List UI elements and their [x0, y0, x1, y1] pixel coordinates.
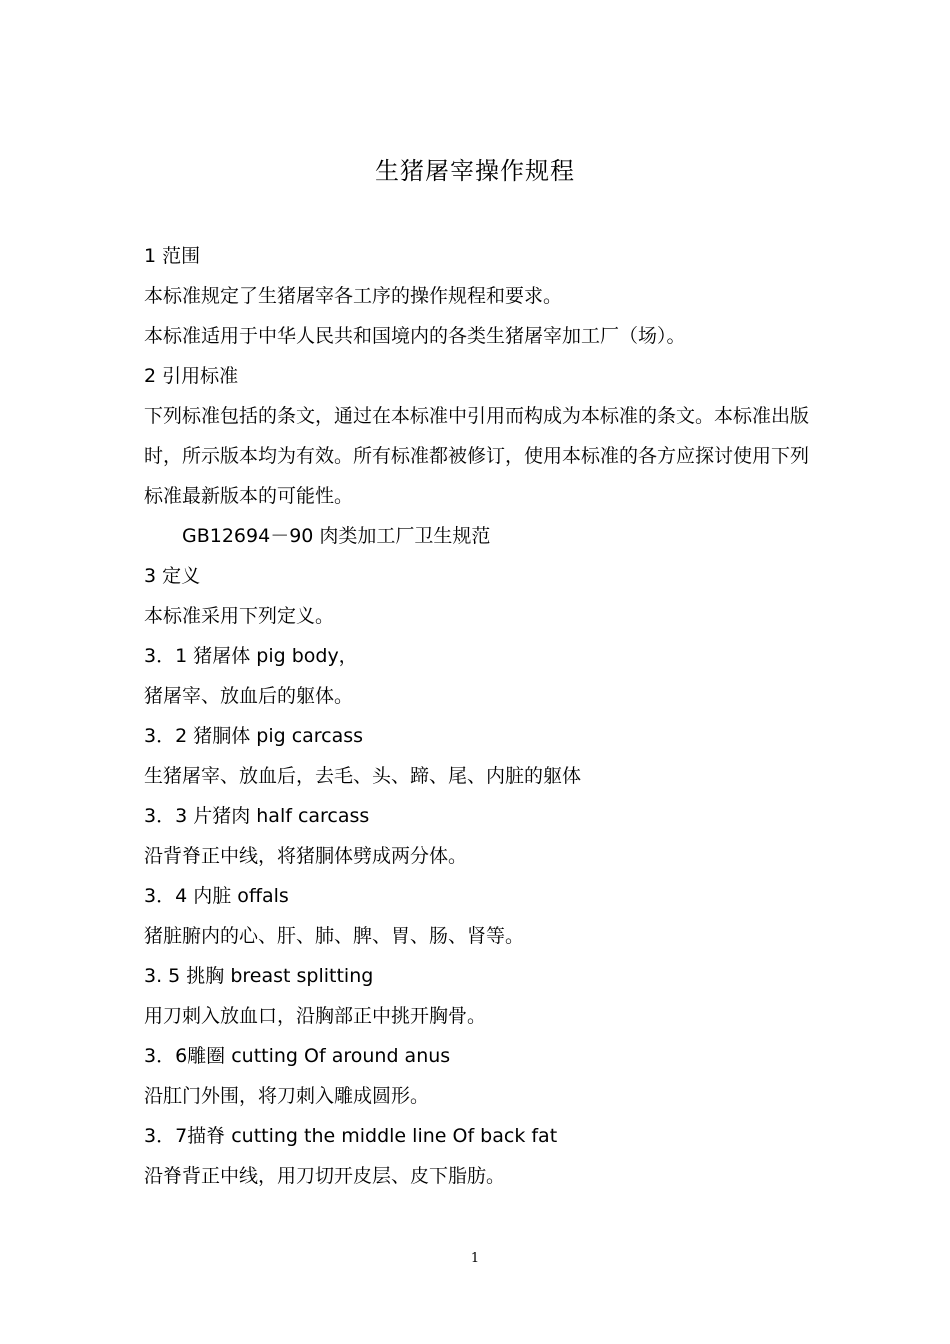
definition-text: 猪脏腑内的心、肝、肺、脾、胃、肠、肾等。	[144, 925, 525, 947]
definition-term: 3．1 猪屠体 pig body，	[144, 645, 358, 667]
document-body	[144, 236, 824, 1196]
definition-text: 用刀刺入放血口，沿胸部正中挑开胸骨。	[144, 1005, 487, 1027]
section-heading-scope: 1 范围	[144, 245, 201, 267]
definition-text: 沿肛门外围，将刀刺入雕成圆形。	[144, 1085, 430, 1107]
definition-term: 3. 5 挑胸 breast splitting	[144, 965, 374, 987]
definition-term: 3．3 片猪肉 half carcass	[144, 805, 370, 827]
paragraph-line: 本标准适用于中华人民共和国境内的各类生猪屠宰加工厂（场）。	[144, 325, 686, 347]
definition-term: 3．6雕圈 cutting Of around anus	[144, 1045, 451, 1067]
definition-term: 3．7描脊 cutting the middle line Of back fat	[144, 1125, 558, 1147]
paragraph-line: 本标准规定了生猪屠宰各工序的操作规程和要求。	[144, 285, 563, 307]
paragraph-line: 本标准采用下列定义。	[144, 605, 335, 627]
definition-text: 生猪屠宰、放血后，去毛、头、蹄、尾、内脏的躯体	[144, 765, 582, 787]
paragraph-line: 下列标准包括的条文，通过在本标准中引用而构成为本标准的条文。本标准出版	[144, 405, 810, 427]
definition-text: 猪屠宰、放血后的躯体。	[144, 685, 354, 707]
page-number: 1	[470, 1251, 480, 1266]
paragraph-line: 时，所示版本均为有效。所有标准都被修订，使用本标准的各方应探讨使用下列	[144, 445, 810, 467]
paragraph-line: 标准最新版本的可能性。	[144, 485, 354, 507]
document-title: 生猪屠宰操作规程	[375, 157, 575, 185]
definition-text: 沿脊背正中线，用刀切开皮层、皮下脂肪。	[144, 1165, 506, 1187]
reference-standard: GB12694－90 肉类加工厂卫生规范	[182, 525, 491, 547]
definition-text: 沿背脊正中线，将猪胴体劈成两分体。	[144, 845, 468, 867]
definition-term: 3．2 猪胴体 pig carcass	[144, 725, 364, 747]
section-heading-definitions: 3 定义	[144, 565, 201, 587]
section-heading-references: 2 引用标准	[144, 365, 239, 387]
definition-term: 3．4 内脏 offals	[144, 885, 289, 907]
